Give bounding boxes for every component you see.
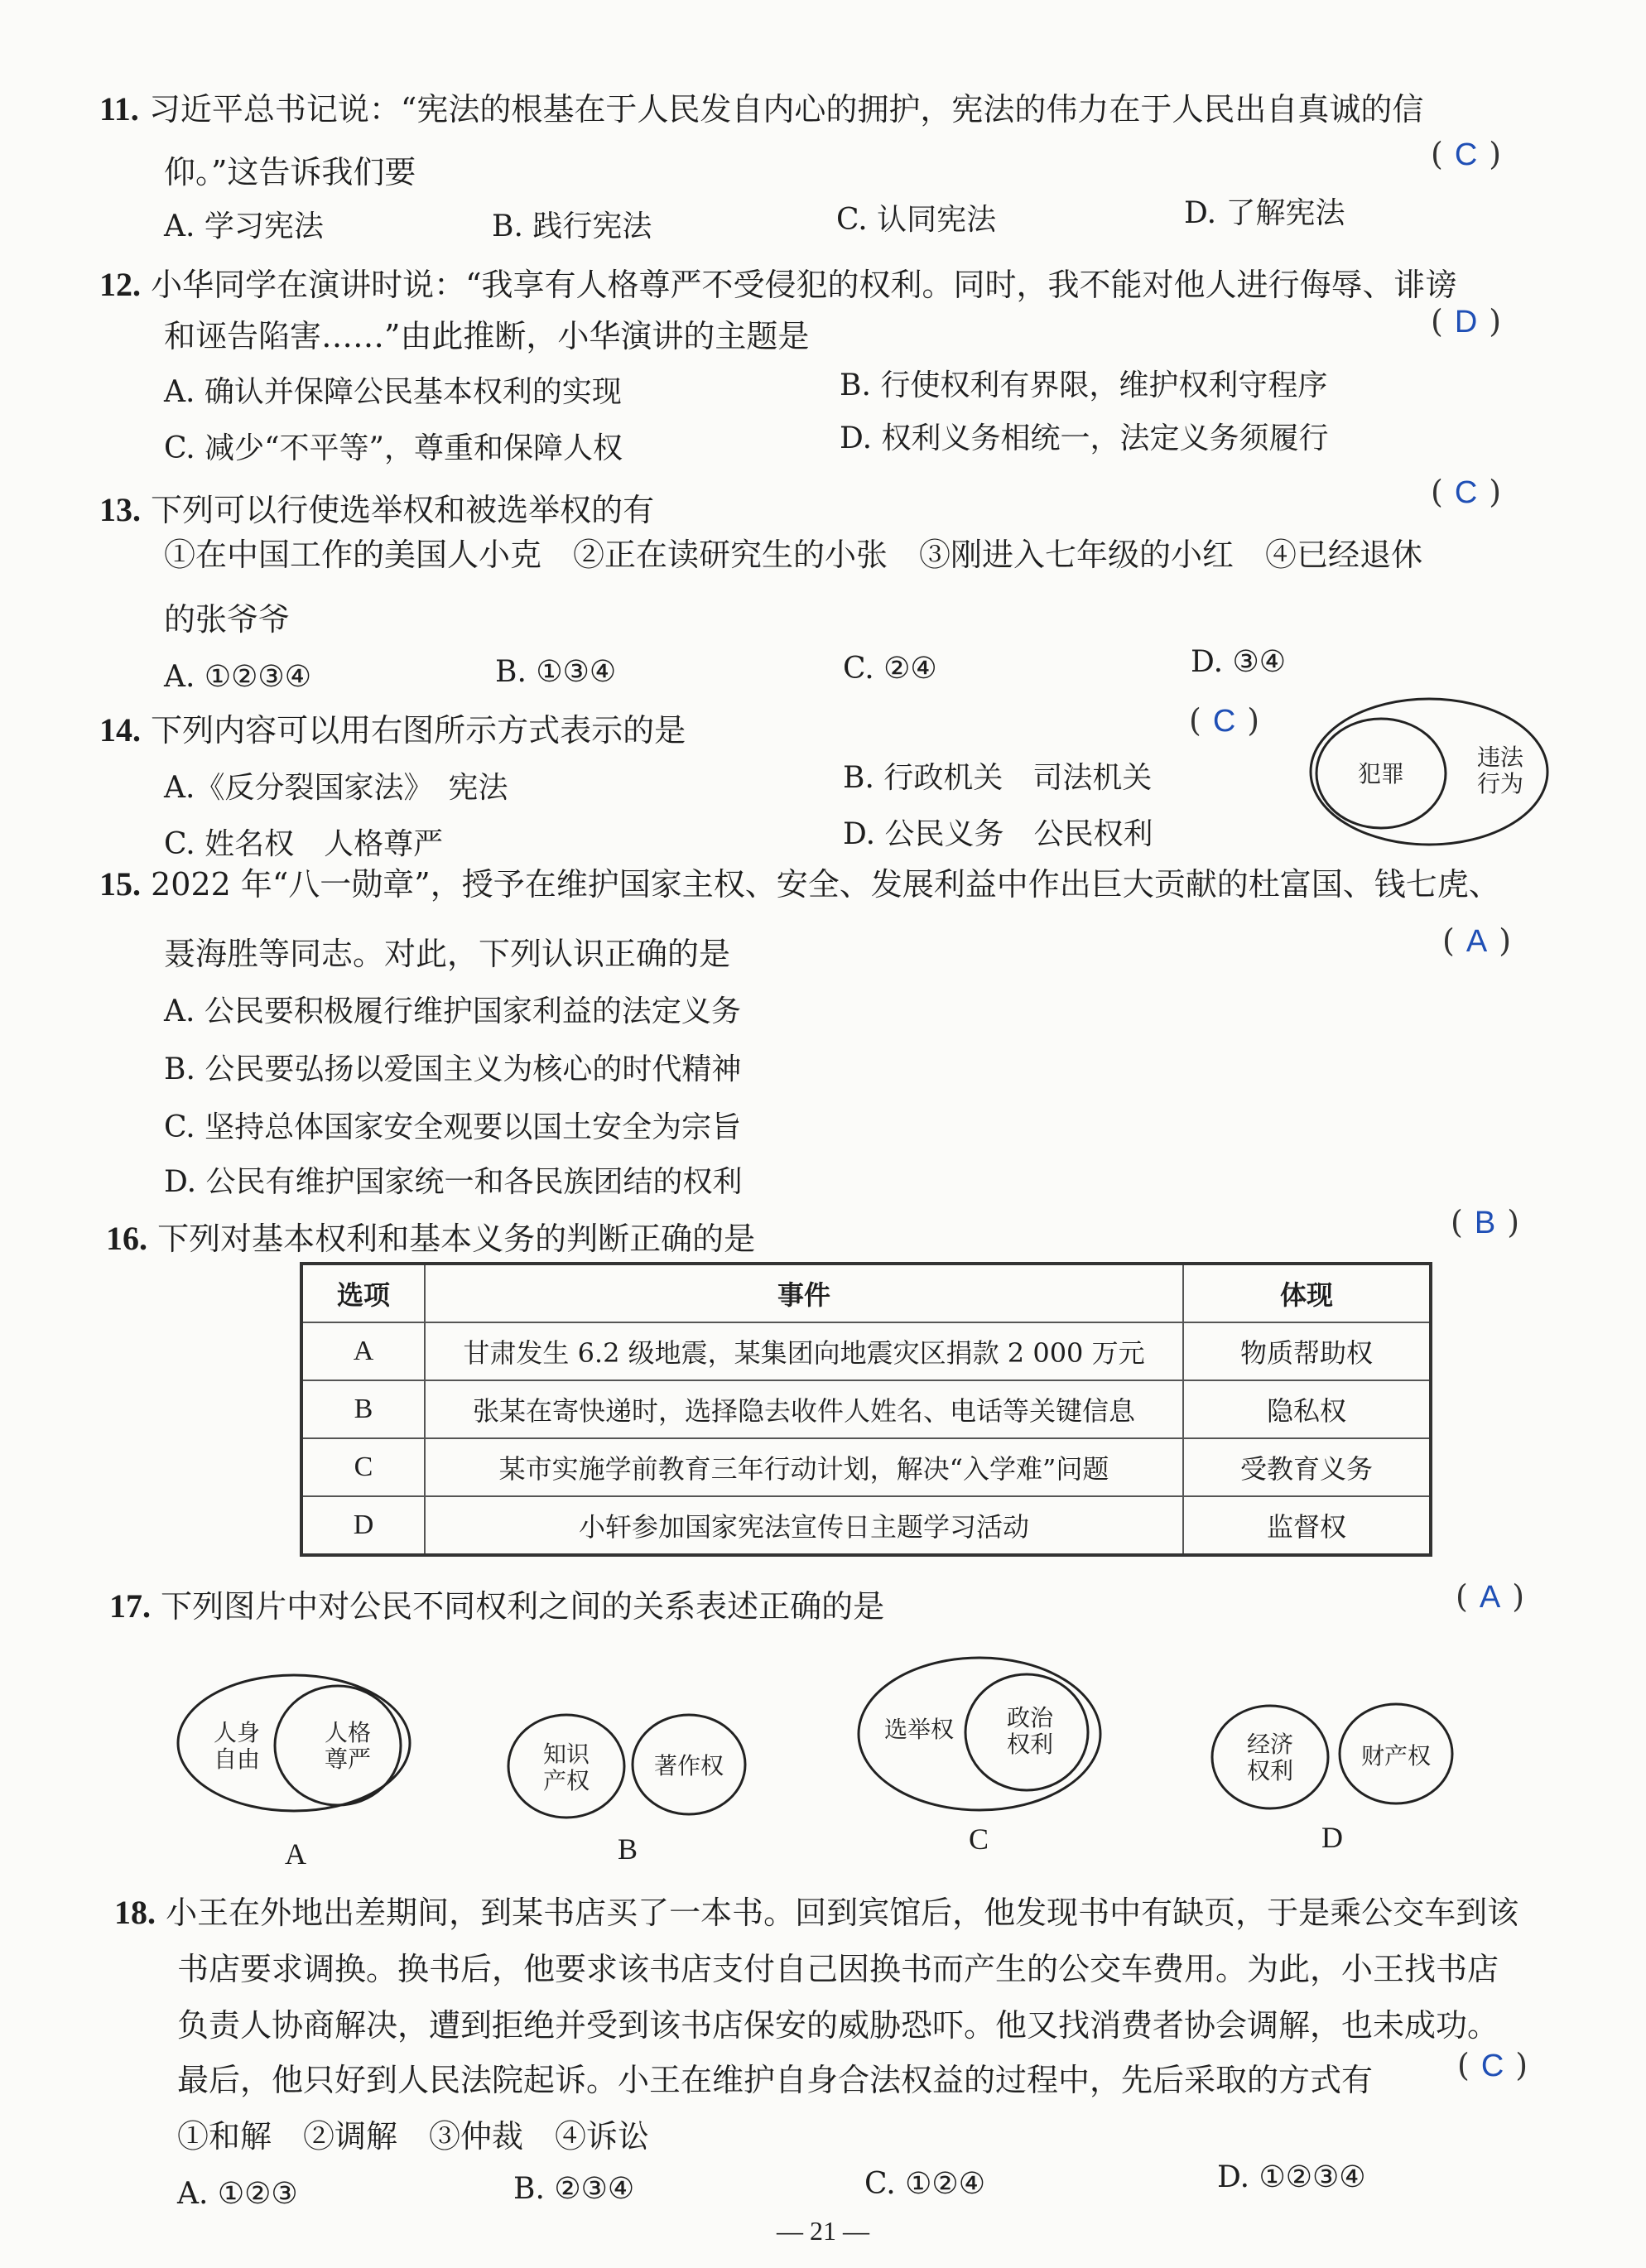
q15-answer-letter: A (1466, 924, 1488, 959)
q12-option-c: C. 减少“不平等”，尊重和保障人权 (164, 431, 623, 465)
table-cell-reflects: 受教育义务 (1183, 1438, 1431, 1496)
q18-line1 (114, 1895, 1518, 1931)
q15-option-d: D. 公民有维护国家统一和各民族团结的权利 (164, 1165, 743, 1199)
table-row (301, 1322, 1431, 1380)
q18-option-d: D. ①②③④ (1217, 2160, 1366, 2194)
q15-text1: 2022 年“八一勋章”，授予在维护国家主权、安全、发展利益中作出巨大贡献的杜富国、钱七虎、 (151, 866, 1500, 903)
diagram-c-inner-label-1: 政治 (1006, 1704, 1054, 1731)
q13-option-b: B. ①③④ (495, 655, 617, 689)
q17-caption-c: C (969, 1823, 989, 1856)
q13-line1 (99, 492, 654, 528)
diagram-a-inner-label-2: 尊严 (324, 1746, 372, 1773)
q18-answer: ( C ) (1457, 2047, 1528, 2083)
q16-answer: ( B ) (1451, 1204, 1520, 1240)
q12-answer: ( D ) (1431, 303, 1502, 339)
q15-line1 (99, 866, 1500, 903)
q13-answer-letter: C (1454, 475, 1478, 510)
q17-diagram-c (853, 1651, 1106, 1817)
q14-answer: ( C ) (1189, 702, 1260, 739)
q14-line1 (99, 712, 686, 749)
table-cell-event: 某市实施学前教育三年行动计划，解决“入学难”问题 (425, 1438, 1183, 1496)
table-row (301, 1438, 1431, 1496)
table-cell-reflects: 物质帮助权 (1183, 1322, 1431, 1380)
page-number: — 21 — (777, 2216, 869, 2246)
q18-option-a: A. ①②③ (177, 2177, 298, 2211)
q14-option-c: C. 姓名权 人格尊严 (164, 827, 444, 861)
diagram-b-left-label-1: 知识 (542, 1741, 590, 1768)
q17-diagram-b (502, 1709, 750, 1823)
q17-caption-d: D (1321, 1821, 1343, 1854)
q18-line2: 书店要求调换。换书后，他要求该书店支付自己因换书而产生的公交车费用。为此，小王找书店 (177, 1951, 1499, 1987)
q17-answer-letter: A (1479, 1580, 1501, 1615)
table-cell-option: B (301, 1380, 425, 1438)
q15-option-c: C. 坚持总体国家安全观要以国土安全为宗旨 (164, 1110, 742, 1144)
diagram-b-left-label-2: 产权 (542, 1767, 590, 1794)
diagram-d-left-label-2: 权利 (1246, 1757, 1294, 1784)
q12-line2: 和诬告陷害……”由此推断，小华演讲的主题是 (164, 318, 810, 354)
q13-option-c: C. ②④ (843, 652, 937, 686)
q12-option-b: B. 行使权利有界限，维护权利守程序 (840, 368, 1328, 402)
diagram-b-right-label: 著作权 (653, 1752, 724, 1779)
q13-option-d: D. ③④ (1191, 645, 1287, 679)
q11-text1: 习近平总书记说：“宪法的根基在于人民发自内心的拥护，宪法的伟力在于人民出自真诚的信 (148, 91, 1424, 128)
q16-line1 (106, 1221, 755, 1257)
diagram-d-left-label-1: 经济 (1246, 1731, 1294, 1758)
q18-option-b: B. ②③④ (513, 2172, 635, 2206)
q14-venn-diagram (1307, 694, 1552, 850)
q11-answer: ( C ) (1431, 136, 1502, 172)
q15-option-a: A. 公民要积极履行维护国家利益的法定义务 (164, 994, 741, 1028)
table-cell-event: 张某在寄快递时，选择隐去收件人姓名、电话等关键信息 (425, 1380, 1183, 1438)
q12-answer-letter: D (1454, 305, 1478, 339)
table-row (301, 1380, 1431, 1438)
diagram-a-outer-label-1: 人身 (213, 1719, 261, 1746)
q16-answer-letter: B (1474, 1206, 1496, 1240)
q11-line1 (99, 91, 1423, 128)
q16-text1: 下列对基本权利和基本义务的判断正确的是 (157, 1221, 756, 1257)
q12-line1 (99, 267, 1457, 303)
table-row (301, 1496, 1431, 1555)
table-cell-option: D (301, 1496, 425, 1555)
q17-text1: 下列图片中对公民不同权利之间的关系表述正确的是 (161, 1588, 885, 1625)
q12-option-a: A. 确认并保障公民基本权利的实现 (164, 375, 622, 409)
q17-answer: ( A ) (1456, 1578, 1525, 1615)
diagram-a-outer-label-2: 自由 (213, 1746, 261, 1773)
q17-diagram-a (172, 1669, 416, 1817)
q18-line3: 负责人协商解决，遭到拒绝并受到该书店保安的威胁恐吓。他又找消费者协会调解，也未成功。 (177, 2007, 1499, 2044)
q11-option-b: B. 践行宪法 (492, 209, 652, 243)
diagram-d-right-label: 财产权 (1360, 1742, 1432, 1770)
q14-number: 14. (99, 711, 141, 749)
q17-caption-a: A (285, 1837, 306, 1871)
table-cell-option: C (301, 1438, 425, 1496)
table-header-option: 选项 (301, 1264, 425, 1322)
q11-option-d: D. 了解宪法 (1184, 196, 1345, 230)
q14-answer-letter: C (1212, 704, 1236, 739)
q13-line2: ①在中国工作的美国人小克 ②正在读研究生的小张 ③刚进入七年级的小红 ④已经退休 (164, 537, 1423, 573)
table-cell-event: 甘肃发生 6.2 级地震，某集团向地震灾区捐款 2 000 万元 (425, 1322, 1183, 1380)
q14-option-b: B. 行政机关 司法机关 (843, 761, 1153, 795)
venn-outer-label-1: 违法 (1476, 744, 1524, 771)
table-cell-event: 小轩参加国家宪法宣传日主题学习活动 (425, 1496, 1183, 1555)
q13-line3: 的张爷爷 (164, 601, 291, 638)
table-cell-option: A (301, 1322, 425, 1380)
q17-diagram-d (1207, 1697, 1457, 1813)
diagram-c-inner-label-2: 权利 (1006, 1731, 1054, 1758)
venn-outer-label-2: 行为 (1476, 770, 1524, 797)
q11-line2: 仰。”这告诉我们要 (164, 154, 416, 190)
q11-number: 11. (99, 90, 139, 128)
table-cell-reflects: 隐私权 (1183, 1380, 1431, 1438)
q17-number: 17. (109, 1587, 151, 1625)
q18-number: 18. (114, 1894, 156, 1931)
q12-number: 12. (99, 266, 141, 303)
venn-inner-label: 犯罪 (1357, 760, 1405, 787)
q13-option-a: A. ①②③④ (164, 660, 311, 694)
q13-answer: ( C ) (1431, 474, 1502, 510)
table-header-event: 事件 (425, 1264, 1183, 1322)
table-header-row (301, 1264, 1431, 1322)
q13-number: 13. (99, 491, 141, 528)
q15-number: 15. (99, 865, 141, 903)
q14-text1: 下列内容可以用右图所示方式表示的是 (151, 712, 686, 749)
q15-answer: ( A ) (1442, 922, 1512, 959)
q13-text1: 下列可以行使选举权和被选举权的有 (151, 492, 655, 528)
q11-option-c: C. 认同宪法 (836, 203, 997, 237)
q15-line2: 聂海胜等同志。对此，下列认识正确的是 (164, 936, 731, 972)
q18-option-c: C. ①②④ (864, 2167, 985, 2201)
q14-option-d: D. 公民义务 公民权利 (843, 817, 1153, 851)
table-cell-reflects: 监督权 (1183, 1496, 1431, 1555)
q18-text1: 小王在外地出差期间，到某书店买了一本书。回到宾馆后，他发现书中有缺页，于是乘公交车到该 (166, 1895, 1519, 1931)
q14-option-a: A.《反分裂国家法》 宪法 (164, 771, 508, 805)
diagram-c-outer-label: 选举权 (883, 1716, 955, 1743)
q11-answer-letter: C (1454, 137, 1478, 172)
q18-line5: ①和解 ②调解 ③仲裁 ④诉讼 (177, 2118, 650, 2155)
q15-option-b: B. 公民要弘扬以爱国主义为核心的时代精神 (164, 1052, 742, 1086)
q17-line1 (109, 1588, 884, 1625)
q16-table (300, 1262, 1432, 1557)
q16-number: 16. (106, 1220, 147, 1257)
q18-line4: 最后，他只好到人民法院起诉。小王在维护自身合法权益的过程中，先后采取的方式有 (177, 2062, 1374, 2098)
diagram-a-inner-label-1: 人格 (324, 1719, 372, 1746)
q17-caption-b: B (618, 1832, 638, 1866)
q12-option-d: D. 权利义务相统一，法定义务须履行 (840, 421, 1329, 455)
q12-text1: 小华同学在演讲时说：“我享有人格尊严不受侵犯的权利。同时，我不能对他人进行侮辱、诽谤 (151, 267, 1457, 303)
q11-option-a: A. 学习宪法 (164, 209, 324, 243)
q18-answer-letter: C (1480, 2049, 1504, 2083)
table-header-reflects: 体现 (1183, 1264, 1431, 1322)
